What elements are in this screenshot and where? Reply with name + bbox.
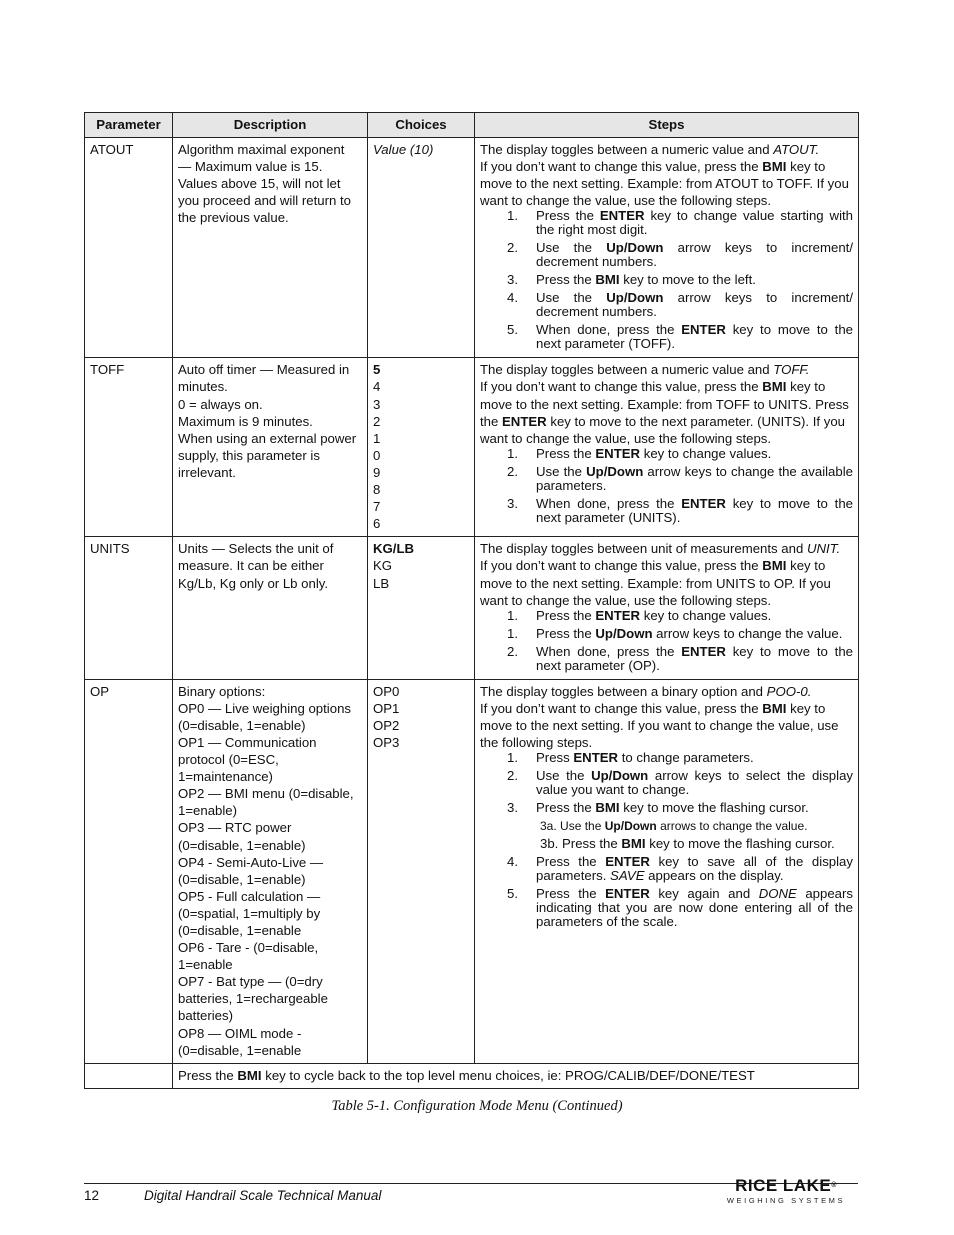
text-run: key to save all of the display parameters. <box>536 854 853 884</box>
step-number: 5. <box>507 322 518 338</box>
step-number: 5. <box>507 886 518 902</box>
steps-list <box>480 447 853 525</box>
text-run: BMI <box>762 700 787 716</box>
text-run: Up/Down <box>606 290 664 306</box>
choice-item: OP1 <box>373 700 400 716</box>
table-row <box>85 358 859 537</box>
choices-cell <box>368 537 475 679</box>
text-run: key to change value starting with the right most digit. <box>536 208 853 238</box>
step-text <box>536 209 853 237</box>
text-run: key to move to the next parameter (TOFF). <box>536 322 853 352</box>
text-run: ATOUT. <box>773 142 820 157</box>
step-item <box>480 291 853 319</box>
description-line: Binary options: <box>178 683 266 699</box>
text-run: SAVE <box>610 868 645 884</box>
description-line: 1=enable) <box>178 803 238 819</box>
steps-intro-paragraph <box>480 683 853 700</box>
page-number: 12 <box>84 1188 100 1203</box>
steps-cell <box>475 679 859 1063</box>
step-text <box>536 751 853 765</box>
text-run: BMI <box>595 800 620 816</box>
text-run: arrow keys to increment/ decrement numbers. <box>536 240 853 270</box>
text-run: Press the <box>536 625 596 641</box>
parameter-cell: TOFF <box>85 358 173 537</box>
description-line: (0=disable, 1=enable <box>178 1042 302 1058</box>
choices-cell <box>368 138 475 358</box>
text-run: Use the <box>560 819 605 834</box>
description-line: 1=enable <box>178 957 233 973</box>
steps-list <box>480 751 853 929</box>
choice-item: 7 <box>373 499 381 515</box>
description-line: 0 = always on. <box>178 396 263 412</box>
text-run: When done, press the <box>536 322 682 338</box>
text-run: ENTER <box>681 643 726 659</box>
step-item <box>480 209 853 237</box>
description-line: (0=disable, 1=enable) <box>178 871 306 887</box>
description-line: OP0 — Live weighing options <box>178 700 352 716</box>
choice-item: 4 <box>373 379 381 395</box>
step-item <box>480 887 853 929</box>
table-header-row <box>85 113 859 138</box>
text-run: key to move to the next setting. Example: from UNITS to OP. If you want to change the value, use the following steps. <box>480 558 831 608</box>
text-run: appears indicating that you are now done entering all of the parameters of the scale. <box>536 886 853 930</box>
parameter-cell: ATOUT <box>85 138 173 358</box>
steps-cell <box>475 138 859 358</box>
text-run: appears on the display. <box>644 868 784 884</box>
description-cell <box>173 679 368 1063</box>
logo-brand: RICE LAKE® <box>735 1176 837 1195</box>
text-run: BMI <box>595 272 620 288</box>
choice-item: 9 <box>373 464 381 480</box>
step-text <box>536 855 853 883</box>
description-line: (0=spatial, 1=multiply by <box>178 905 321 921</box>
steps-list <box>480 609 853 673</box>
text-run: Use the <box>536 768 592 784</box>
step-number: 4. <box>507 854 518 870</box>
text-run: Up/Down <box>604 819 657 834</box>
table-row <box>85 679 859 1063</box>
steps-intro-paragraph <box>480 700 853 751</box>
description-line: protocol (0=ESC, <box>178 752 279 768</box>
parameter-cell: OP <box>85 679 173 1063</box>
text-run: arrow keys to change the value. <box>652 625 843 641</box>
text-run: When done, press the <box>536 643 682 659</box>
table-body <box>85 138 859 1089</box>
choice-item: 2 <box>373 413 381 429</box>
step-item <box>480 837 853 851</box>
text-run: Use the <box>536 290 607 306</box>
description-line: OP4 - Semi-Auto-Live — <box>178 854 324 870</box>
choice-item: 6 <box>373 516 381 532</box>
choice-item: LB <box>373 575 390 591</box>
text-run: If you don’t want to change this value, press the <box>480 159 763 175</box>
step-item <box>480 241 853 269</box>
description-line: When using an external power <box>178 430 357 446</box>
step-item <box>480 323 853 351</box>
step-number: 2. <box>507 643 518 659</box>
text-run: ENTER <box>599 208 645 224</box>
description-line: supply, this parameter is <box>178 447 320 463</box>
text-run: Press the <box>536 208 600 224</box>
description-line: batteries, 1=rechargeable <box>178 991 328 1007</box>
description-line: 1=maintenance) <box>178 769 273 785</box>
description-line: you proceed and will return to <box>178 193 352 209</box>
text-run: ENTER <box>573 750 619 766</box>
text-run: to change parameters. <box>618 750 754 766</box>
choice-item: KG <box>373 558 393 574</box>
steps-intro-paragraph <box>480 361 853 378</box>
text-run: If you don’t want to change this value, press the <box>480 379 763 395</box>
text-run: Press the <box>536 272 596 288</box>
text-run: key to change values. <box>640 607 772 623</box>
text-run: UNIT. <box>806 541 841 557</box>
steps-intro-paragraph <box>480 378 853 446</box>
step-text <box>536 801 853 815</box>
text-run: Press the <box>536 854 606 870</box>
step-number: 1. <box>507 208 518 224</box>
description-line: irrelevant. <box>178 464 236 480</box>
text-run: key to change values. <box>640 445 772 461</box>
configuration-menu-table <box>84 112 859 1089</box>
description-line: Auto off timer — Measured in <box>178 362 350 378</box>
description-line: Kg/Lb, Kg only or Lb only. <box>178 575 329 591</box>
text-run: BMI <box>621 836 646 852</box>
choices-cell <box>368 358 475 537</box>
step-text <box>536 465 853 493</box>
description-line: OP7 - Bat type — (0=dry <box>178 974 323 990</box>
text-run: Up/Down <box>591 768 649 784</box>
choice-item: KG/LB <box>373 541 415 557</box>
step-item <box>480 447 853 461</box>
text-run: Up/Down <box>606 240 664 256</box>
step-number: 2. <box>507 463 518 479</box>
text-run: ENTER <box>605 886 650 902</box>
step-number: 4. <box>507 290 518 306</box>
text-run: key to move the flashing cursor. <box>619 800 809 816</box>
final-note-cell <box>173 1063 859 1088</box>
text-run: key to move to the left. <box>619 272 756 288</box>
text-run: BMI <box>762 159 787 175</box>
step-item <box>480 497 853 525</box>
text-run: arrows to change the value. <box>656 819 808 834</box>
choice-item: 1 <box>373 430 381 446</box>
text-run: Up/Down <box>586 463 644 479</box>
text-run: TOFF. <box>773 362 810 378</box>
text-run: BMI <box>762 558 787 574</box>
choice-item: 8 <box>373 482 381 498</box>
description-line: OP3 — RTC power <box>178 820 292 836</box>
text-run: arrow keys to increment/ decrement numbers. <box>536 290 853 320</box>
description-line: (0=disable, 1=enable) <box>178 717 306 733</box>
steps-intro-paragraph <box>480 540 853 557</box>
step-text <box>536 323 853 351</box>
description-line: minutes. <box>178 379 228 395</box>
choice-item: Value (10) <box>373 142 434 157</box>
empty-parameter-cell <box>85 1063 173 1088</box>
step-number: 1. <box>507 607 518 623</box>
step-item <box>480 609 853 623</box>
description-line: (0=disable, 1=enable <box>178 923 302 938</box>
text-run: BMI <box>237 1067 262 1083</box>
text-run: arrow keys to change the available parameters. <box>536 463 853 493</box>
step-item <box>480 751 853 765</box>
step-number: 1. <box>507 445 518 461</box>
text-run: Press the <box>536 445 596 461</box>
steps-intro-paragraph <box>480 557 853 608</box>
step-text <box>536 273 853 287</box>
step-number: 3. <box>507 272 518 288</box>
text-run: key again and <box>649 886 759 902</box>
step-item <box>480 801 853 815</box>
text-run: When done, press the <box>536 495 682 511</box>
description-cell <box>173 537 368 679</box>
step-item <box>480 465 853 493</box>
text-run: The display toggles between a numeric value and <box>480 142 774 157</box>
text-run: Press the <box>562 836 622 852</box>
step-text <box>540 837 853 851</box>
text-run: ENTER <box>595 607 641 623</box>
text-run: Use the <box>536 240 607 256</box>
description-line: Algorithm maximal exponent <box>178 142 345 157</box>
text-run: Press the <box>178 1067 238 1083</box>
step-text <box>536 447 853 461</box>
step-number: 3a. <box>540 819 557 834</box>
parameter-cell: UNITS <box>85 537 173 679</box>
step-number: 3b. <box>540 836 559 852</box>
text-run: If you don’t want to change this value, press the <box>480 558 763 574</box>
table-row-final-note <box>85 1063 859 1088</box>
description-line: OP5 - Full calculation — <box>178 888 321 904</box>
step-number: 1. <box>507 625 518 641</box>
step-text <box>536 645 853 673</box>
step-number: 2. <box>507 768 518 784</box>
choice-item: 3 <box>373 396 381 412</box>
description-line: batteries) <box>178 1008 233 1024</box>
rice-lake-logo <box>716 1176 856 1208</box>
header-steps: Steps <box>475 113 859 138</box>
step-number: 3. <box>507 495 518 511</box>
table-caption: Table 5-1. Configuration Mode Menu (Continued) <box>331 1098 623 1114</box>
text-run: ENTER <box>605 854 650 870</box>
text-run: key to move the flashing cursor. <box>645 836 835 852</box>
text-run: key to move to the next parameter (UNITS). <box>536 495 853 525</box>
choice-item: OP0 <box>373 683 400 699</box>
text-run: ENTER <box>681 495 726 511</box>
text-run: Use the <box>536 463 587 479</box>
step-text <box>536 497 853 525</box>
step-item <box>480 627 853 641</box>
steps-cell <box>475 358 859 537</box>
header-choices: Choices <box>368 113 475 138</box>
choices-cell <box>368 679 475 1063</box>
description-line: Maximum is 9 minutes. <box>178 413 313 429</box>
text-run: ENTER <box>595 445 641 461</box>
description-line: Units — Selects the unit of <box>178 541 334 557</box>
step-number: 3. <box>507 800 518 816</box>
description-line: OP2 — BMI menu (0=disable, <box>178 786 354 802</box>
text-run: The display toggles between unit of measurements and <box>480 541 807 557</box>
text-run: Press <box>536 750 574 766</box>
text-run: Up/Down <box>595 625 653 641</box>
choice-item: 5 <box>373 362 381 378</box>
text-run: key to move to the next setting. Example: from TOFF to UNITS. Press the <box>480 379 849 429</box>
step-item <box>480 273 853 287</box>
description-line: Values above 15, will not let <box>178 176 341 192</box>
description-line: — Maximum value is 15. <box>178 159 323 175</box>
text-run: ENTER <box>502 413 547 429</box>
text-run: The display toggles between a binary option and <box>480 683 767 699</box>
description-cell <box>173 138 368 358</box>
step-text <box>536 241 853 269</box>
step-text <box>540 819 853 833</box>
choice-item: 0 <box>373 447 381 463</box>
text-run: key to move to the next setting. Example: from ATOUT to TOFF. If you want to change the value, use the following steps. <box>480 159 849 209</box>
steps-intro-paragraph <box>480 158 853 209</box>
description-line: measure. It can be either <box>178 558 324 574</box>
text-run: The display toggles between a numeric value and <box>480 362 774 378</box>
step-text <box>536 291 853 319</box>
header-parameter: Parameter <box>85 113 173 138</box>
logo-subtitle: WEIGHING SYSTEMS <box>726 1196 846 1205</box>
text-run: Press the <box>536 886 606 902</box>
step-item <box>480 855 853 883</box>
text-run: If you don’t want to change this value, press the <box>480 700 763 716</box>
text-run: BMI <box>762 379 787 395</box>
step-item <box>480 645 853 673</box>
step-text <box>536 609 853 623</box>
description-line: OP1 — Communication <box>178 734 317 750</box>
text-run: DONE <box>758 886 797 902</box>
text-run: key to move to the next parameter. (UNITS). If you want to change the value, use the following steps. <box>480 413 846 446</box>
steps-list <box>480 209 853 351</box>
choice-item: OP2 <box>373 717 400 733</box>
step-number: 2. <box>507 240 518 256</box>
text-run: ENTER <box>681 322 726 338</box>
step-number: 1. <box>507 750 518 766</box>
text-run: arrow keys to select the display value you want to change. <box>536 768 853 798</box>
steps-intro-paragraph <box>480 141 853 158</box>
manual-title: Digital Handrail Scale Technical Manual <box>144 1188 382 1203</box>
text-run: key to move to the next setting. If you want to change the value, use the following steps. <box>480 700 839 750</box>
step-text <box>536 887 853 929</box>
text-run: POO-0. <box>766 683 812 699</box>
step-item <box>480 769 853 797</box>
description-line: OP6 - Tare - (0=disable, <box>178 940 319 956</box>
table-row <box>85 537 859 679</box>
step-item <box>480 819 853 833</box>
description-line: (0=disable, 1=enable) <box>178 837 306 853</box>
step-text <box>536 769 853 797</box>
choice-item: OP3 <box>373 734 400 750</box>
text-run: Press the <box>536 607 596 623</box>
description-line: OP8 — OIML mode - <box>178 1025 302 1041</box>
text-run: key to cycle back to the top level menu choices, ie: PROG/CALIB/DEF/DONE/TEST <box>261 1067 755 1083</box>
description-cell <box>173 358 368 537</box>
step-text <box>536 627 853 641</box>
header-description: Description <box>173 113 368 138</box>
text-run: Press the <box>536 800 596 816</box>
steps-cell <box>475 537 859 679</box>
description-line: the previous value. <box>178 210 289 226</box>
table-row <box>85 138 859 358</box>
text-run: key to move to the next parameter (OP). <box>536 643 853 673</box>
